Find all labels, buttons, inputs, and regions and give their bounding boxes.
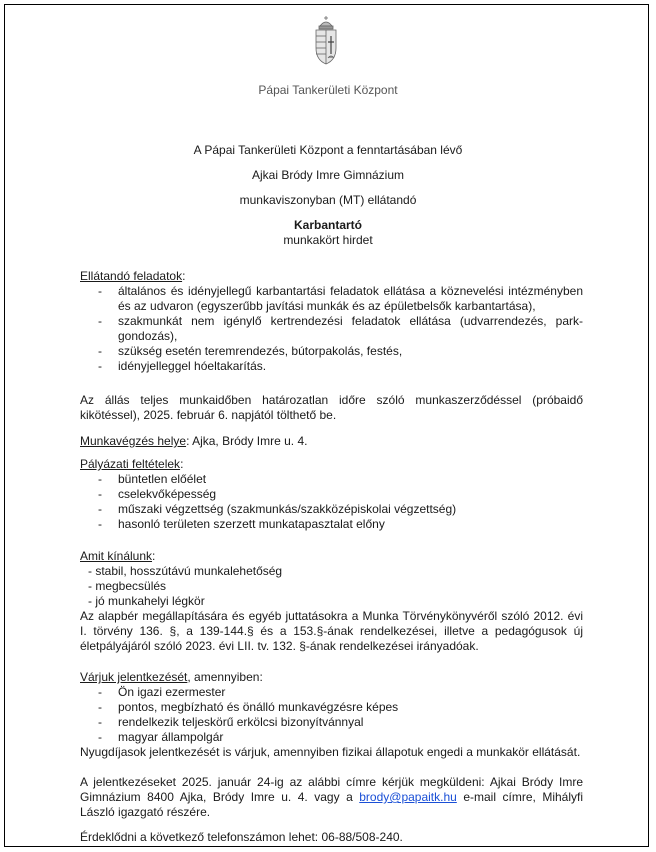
list-item: - cselekvőképesség	[98, 487, 217, 501]
list-item: - szükség esetén teremrendezés, bútorpakolás, festés,	[98, 344, 403, 358]
intro-line-1: A Pápai Tankerületi Központ a fenntartásában lévő	[193, 143, 463, 157]
organization-name: Pápai Tankerületi Központ	[258, 83, 398, 97]
list-item: - szakmunkát nem igénylő kertrendezési feladatok ellátása (udvarrendezés, park-gondozás),	[98, 314, 583, 343]
intro-line-5: munkakört hirdet	[283, 233, 373, 247]
list-item: - hasonló területen szerzett munkatapasztalat előny	[98, 517, 385, 531]
list-item: - rendelkezik teljeskörű erkölcsi bizonyítvánnyal	[98, 715, 364, 729]
list-item: - idényjelleggel hóeltakarítás.	[98, 359, 267, 373]
contact-paragraph: A jelentkezéseket 2025. január 24-ig az alábbi címre kérjük megküldeni: Ajkai Bródy Imre Gimnázium 8400 Ajka, Bródy Imre u. 4. vagy a brody@papaitk.hu e-mail címre, Mihályfi László igazgató részére.	[80, 775, 584, 819]
list-item: - magyar állampolgár	[98, 730, 224, 744]
offer-list	[80, 564, 583, 609]
requirements-section	[80, 457, 583, 532]
requirements-list	[80, 472, 583, 532]
duties-section	[80, 269, 583, 374]
applicants-list	[80, 685, 583, 745]
salary-note: Az alapbér megállapítására és egyéb juttatásokra a Munka Törvénykönyvéről szóló 2012. évi I. törvény 136. §, a 139-144.§ és a 153.§-ának rendelkezései, illetve a pedagógusok új életpályájáról szóló 2023. évi LII. tv. 132. §-ának rendelkezései irányadóak.	[80, 609, 583, 653]
employment-terms: Az állás teljes munkaidőben határozatlan időre szóló munkaszerződéssel (próbaidő kikötéssel), 2025. február 6. napjától tölthető be.	[80, 393, 583, 422]
list-item: - műszaki végzettség (szakmunkás/szakközépiskolai végzettség)	[98, 502, 457, 516]
requirements-heading: Pályázati feltételek:	[80, 457, 184, 471]
applicants-heading: Várjuk jelentkezését, amennyiben:	[80, 670, 263, 684]
applicants-section	[80, 670, 583, 760]
list-item: - megbecsülés	[88, 579, 167, 593]
list-item: - Ön igazi ezermester	[98, 685, 226, 699]
hungarian-coat-of-arms-icon	[311, 14, 341, 68]
list-item: - jó munkahelyi légkör	[88, 594, 205, 608]
offer-heading: Amit kínálunk:	[80, 549, 156, 563]
position-title: Karbantartó	[293, 218, 362, 232]
list-item: - büntetlen előélet	[98, 472, 207, 486]
duties-list	[80, 284, 583, 374]
list-item: - pontos, megbízható és önálló munkavégzésre képes	[98, 700, 399, 714]
workplace: Munkavégzés helye: Ajka, Bródy Imre u. 4.	[80, 434, 308, 448]
school-name: Ajkai Bródy Imre Gimnázium	[251, 168, 405, 182]
retiree-note: Nyugdíjasok jelentkezését is várjuk, amennyiben fizikai állapotuk engedi a munkakör ellátását.	[80, 745, 581, 759]
intro-line-3: munkaviszonyban (MT) ellátandó	[239, 193, 417, 207]
list-item: - általános és idényjellegű karbantartási feladatok ellátása a köznevelési intézményben és az udvaron (egyszerűbb javítási munkák és az épületbelsők karbantartása),	[98, 284, 583, 313]
offer-section	[80, 549, 583, 654]
email-link[interactable]: brody@papaitk.hu	[359, 790, 457, 804]
list-item: - stabil, hosszútávú munkalehetőség	[88, 564, 283, 578]
phone-line: Érdeklődni a következő telefonszámon lehet: 06-88/508-240.	[80, 830, 403, 844]
duties-heading: Ellátandó feladatok:	[80, 269, 186, 283]
